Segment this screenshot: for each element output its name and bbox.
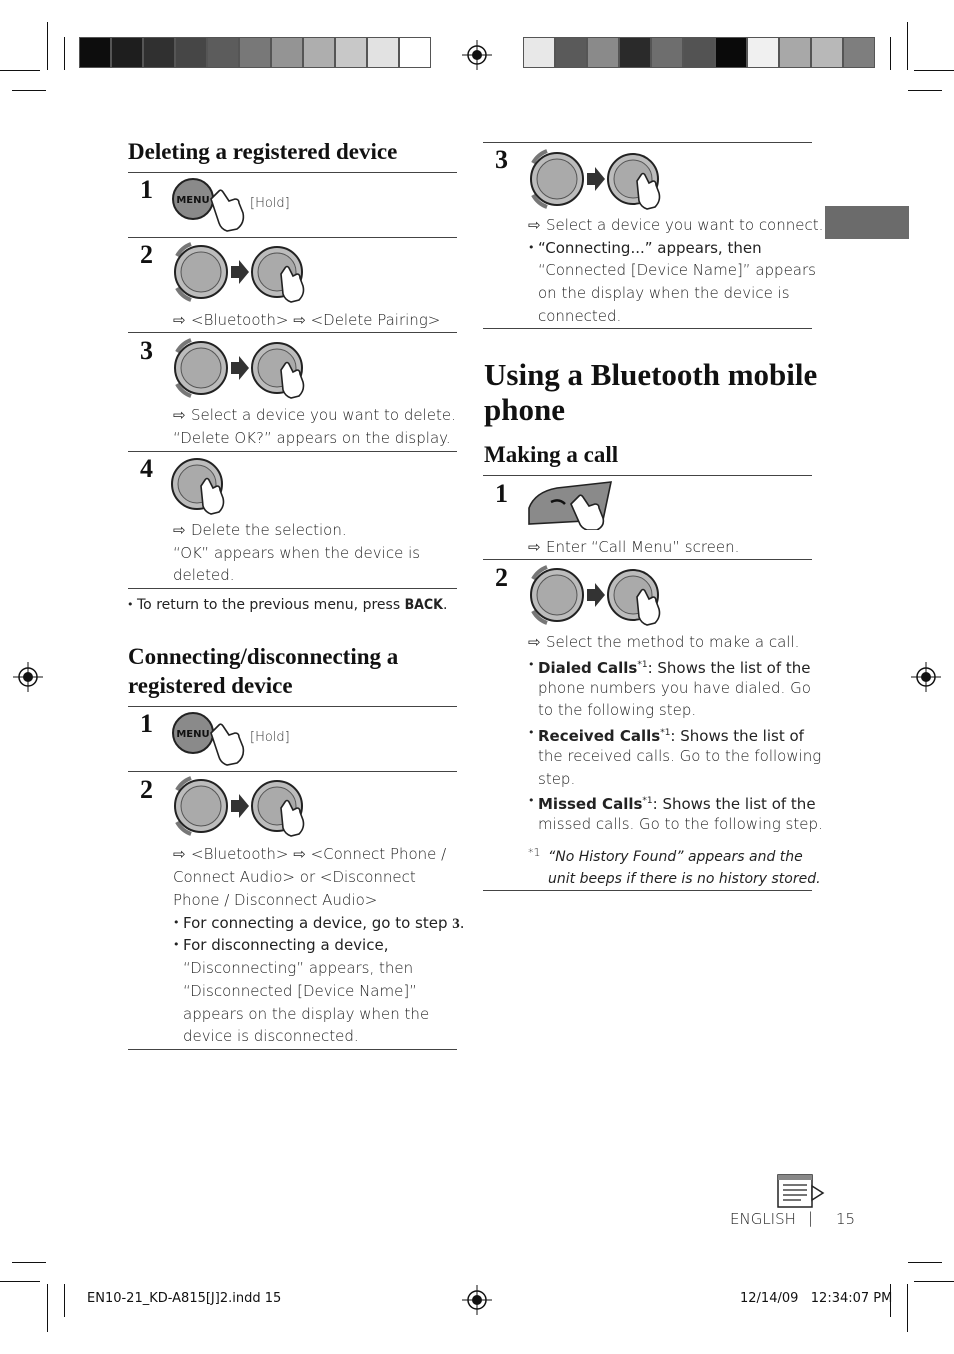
step-text: “Delete OK?” appears on the display. — [173, 429, 451, 447]
divider — [128, 172, 457, 173]
color-swatch — [303, 37, 335, 68]
color-swatch — [79, 37, 111, 68]
step-text: ⇨ Select a device you want to delete. — [173, 406, 456, 424]
color-swatch — [651, 37, 683, 68]
step-number: 1 — [140, 175, 153, 204]
crop-mark — [0, 1281, 40, 1282]
step-number: 3 — [140, 336, 153, 365]
step-text: deleted. — [173, 566, 235, 584]
color-swatch — [779, 37, 811, 68]
control-dial-icon — [527, 565, 679, 627]
crop-mark — [0, 70, 40, 71]
crop-mark — [12, 90, 46, 91]
crop-mark — [907, 22, 908, 70]
hold-label: [Hold] — [250, 730, 290, 745]
step-number: 1 — [495, 479, 508, 508]
color-swatch — [555, 37, 587, 68]
step-number: 2 — [140, 775, 153, 804]
color-swatch — [747, 37, 779, 68]
menu-button-icon — [171, 177, 251, 233]
bullet-text: phone numbers you have dialed. Go — [538, 679, 811, 697]
color-swatch — [175, 37, 207, 68]
color-swatch — [207, 37, 239, 68]
crop-mark — [914, 1281, 954, 1282]
color-swatch — [271, 37, 303, 68]
color-bar-left — [79, 37, 431, 70]
bullet-text: • Dialed Calls$^{*1}$: Shows the list of the — [538, 654, 810, 680]
bullet-text: “Connected [Device Name]” appears — [538, 261, 816, 279]
note-text: • To return to the previous menu, press BACK. — [137, 594, 447, 617]
bullet-text: • For connecting a device, go to step 3. — [183, 912, 465, 936]
step-text: ⇨ Select a device you want to connect. — [528, 216, 824, 234]
step-text: “OK” appears when the device is — [173, 544, 421, 562]
bullet-text: • “Connecting...” appears, then — [538, 237, 762, 260]
crop-mark — [47, 22, 48, 70]
color-swatch — [843, 37, 875, 68]
color-swatch — [683, 37, 715, 68]
page-title: Using a Bluetooth mobile — [484, 357, 818, 392]
divider — [483, 559, 812, 560]
section-title-connecting: Connecting/disconnecting a — [128, 644, 399, 669]
section-title-deleting: Deleting a registered device — [128, 139, 398, 164]
color-swatch — [111, 37, 143, 68]
color-swatch — [811, 37, 843, 68]
color-swatch — [367, 37, 399, 68]
color-swatch — [587, 37, 619, 68]
step-text: ⇨ Select the method to make a call. — [528, 633, 800, 651]
color-swatch — [143, 37, 175, 68]
bullet-text: • Missed Calls$^{*1}$: Shows the list of the — [538, 790, 816, 816]
step-number: 3 — [495, 145, 508, 174]
registration-mark-icon — [13, 662, 43, 692]
footnote-text: “No History Found” appears and the — [548, 849, 803, 865]
step-number: 2 — [495, 563, 508, 592]
footnote-mark: *1 — [528, 846, 541, 859]
bullet-text: on the display when the device is — [538, 284, 790, 302]
language-label: ENGLISH — [730, 1210, 796, 1228]
registration-mark-icon — [462, 1285, 492, 1315]
phone-button-icon — [527, 480, 619, 530]
footnote-text: unit beeps if there is no history stored. — [548, 871, 821, 887]
step-text: ⇨ <Bluetooth> ⇨ <Delete Pairing> — [173, 311, 441, 329]
crop-mark — [914, 70, 954, 71]
bullet-text: the received calls. Go to the following — [538, 747, 822, 765]
svg-text:MENU: MENU — [176, 729, 210, 740]
step-text: ⇨ Delete the selection. — [173, 521, 347, 539]
crop-mark — [890, 37, 891, 70]
divider — [128, 237, 457, 238]
bullet-text: connected. — [538, 307, 622, 325]
divider — [483, 328, 812, 329]
step-number: 4 — [140, 454, 153, 483]
divider — [483, 475, 812, 476]
color-swatch — [523, 37, 555, 68]
section-tab — [825, 206, 909, 239]
control-dial-icon — [171, 338, 323, 400]
crop-mark — [64, 37, 65, 70]
step-text: ⇨ <Bluetooth> ⇨ <Connect Phone / — [173, 845, 447, 863]
crop-mark — [907, 1284, 908, 1332]
step-number: 1 — [140, 709, 153, 738]
step-text: Phone / Disconnect Audio> — [173, 891, 378, 909]
color-swatch — [239, 37, 271, 68]
svg-text:MENU: MENU — [176, 195, 210, 206]
hold-label: [Hold] — [250, 196, 290, 211]
control-dial-icon — [171, 776, 323, 838]
color-swatch — [335, 37, 367, 68]
step-number: 2 — [140, 240, 153, 269]
page-title: phone — [484, 392, 565, 427]
bullet-text: appears on the display when the — [183, 1005, 430, 1023]
menu-button-icon — [171, 711, 251, 767]
divider — [128, 706, 457, 707]
divider — [128, 451, 457, 452]
crop-mark — [64, 1284, 65, 1317]
crop-mark — [908, 1262, 942, 1263]
color-bar-right — [523, 37, 875, 70]
control-dial-icon — [527, 149, 679, 211]
bullet-text: missed calls. Go to the following step. — [538, 815, 823, 833]
bullet-text: to the following step. — [538, 701, 697, 719]
file-info: EN10-21_KD-A815[J]2.indd 15 — [87, 1291, 282, 1306]
page-number: 15 — [836, 1210, 856, 1228]
timestamp: 12/14/09 12:34:07 PM — [740, 1291, 893, 1306]
divider — [128, 332, 457, 333]
section-title-connecting: registered device — [128, 673, 293, 698]
bullet-text: “Disconnecting” appears, then — [183, 959, 414, 977]
separator: | — [808, 1209, 814, 1227]
divider — [128, 588, 457, 589]
crop-mark — [47, 1284, 48, 1332]
bullet-text: device is disconnected. — [183, 1027, 359, 1045]
step-text: ⇨ Enter “Call Menu” screen. — [528, 538, 740, 556]
registration-mark-icon — [911, 662, 941, 692]
divider — [483, 142, 812, 143]
control-dial-icon — [171, 242, 323, 304]
step-text: Connect Audio> or <Disconnect — [173, 868, 416, 886]
color-swatch — [399, 37, 431, 68]
color-swatch — [715, 37, 747, 68]
press-dial-icon — [171, 458, 251, 520]
bullet-text: • For disconnecting a device, — [183, 934, 388, 957]
bullet-text: “Disconnected [Device Name]” — [183, 982, 417, 1000]
crop-mark — [908, 90, 942, 91]
divider — [128, 771, 457, 772]
bullet-text: • Received Calls$^{*1}$: Shows the list of — [538, 722, 804, 748]
color-swatch — [619, 37, 651, 68]
bullet-text: step. — [538, 770, 576, 788]
crop-mark — [12, 1262, 46, 1263]
divider — [483, 890, 812, 891]
divider — [128, 1049, 457, 1050]
section-title-making-call: Making a call — [484, 442, 619, 467]
registration-mark-icon — [462, 40, 492, 70]
notepad-icon — [775, 1172, 827, 1210]
